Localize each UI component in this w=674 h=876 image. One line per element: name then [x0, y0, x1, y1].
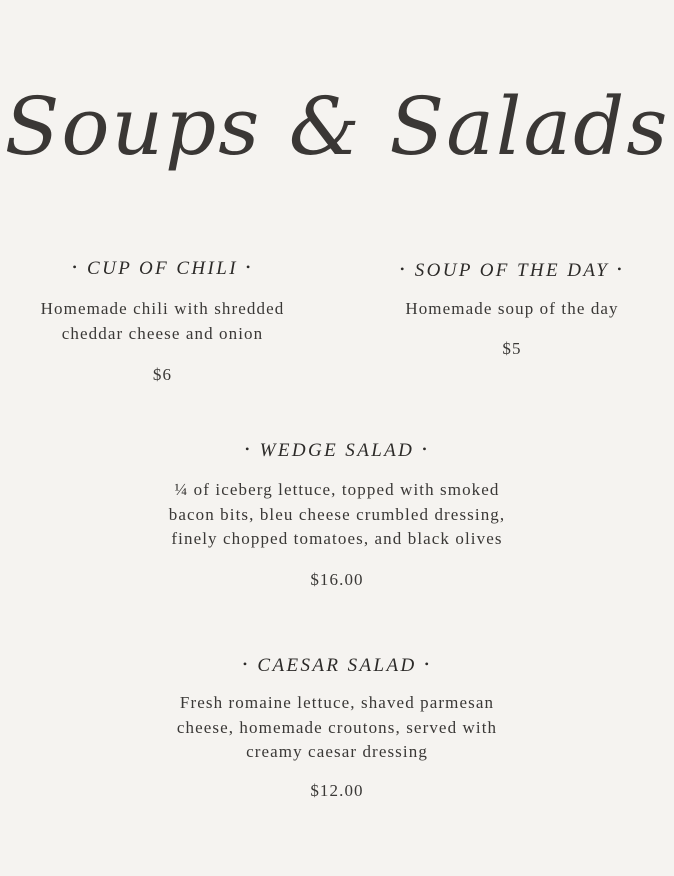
bullet-dot-icon: • [422, 442, 429, 457]
menu-item-heading [150, 655, 524, 677]
menu-item-description: Fresh romaine lettuce, shaved parmesan cheese, homemade croutons, served with creamy caesar dressing [176, 693, 498, 761]
menu-item-caesar-salad [150, 655, 524, 803]
bullet-dot-icon: • [245, 260, 253, 275]
bullet-dot-icon: • [72, 260, 80, 275]
menu-item-name: WEDGE SALAD [259, 440, 415, 461]
menu-item-heading [370, 260, 654, 282]
bullet-dot-icon: • [245, 442, 252, 457]
menu-item-heading [160, 440, 514, 462]
bullet-dot-icon: • [242, 657, 250, 672]
page-title: Soups & Salads [4, 80, 670, 173]
menu-item-description: Homemade soup of the day [405, 299, 619, 318]
menu-item-wedge-salad [160, 440, 514, 592]
menu-item-price: $12.00 [310, 780, 364, 800]
menu-item-description: Homemade chili with shredded cheddar cheese and onion [40, 299, 285, 343]
menu-item-description: ¼ of iceberg lettuce, topped with smoked bacon bits, bleu cheese crumbled dressing, finely chopped tomatoes, and black olives [168, 480, 506, 548]
menu-item-name: CAESAR SALAD [257, 655, 417, 676]
menu-item-price: $16.00 [310, 569, 364, 589]
bullet-dot-icon: • [617, 262, 624, 277]
menu-item-name: SOUP OF THE DAY [414, 260, 610, 281]
menu-item-cup-of-chili [10, 258, 315, 388]
menu-item-soup-of-the-day [370, 260, 654, 361]
menu-item-name: CUP OF CHILI [87, 258, 238, 279]
menu-item-heading [10, 258, 315, 280]
bullet-dot-icon: • [424, 657, 432, 672]
menu-item-price: $5 [502, 338, 522, 358]
bullet-dot-icon: • [400, 262, 407, 277]
menu-item-price: $6 [152, 365, 173, 384]
